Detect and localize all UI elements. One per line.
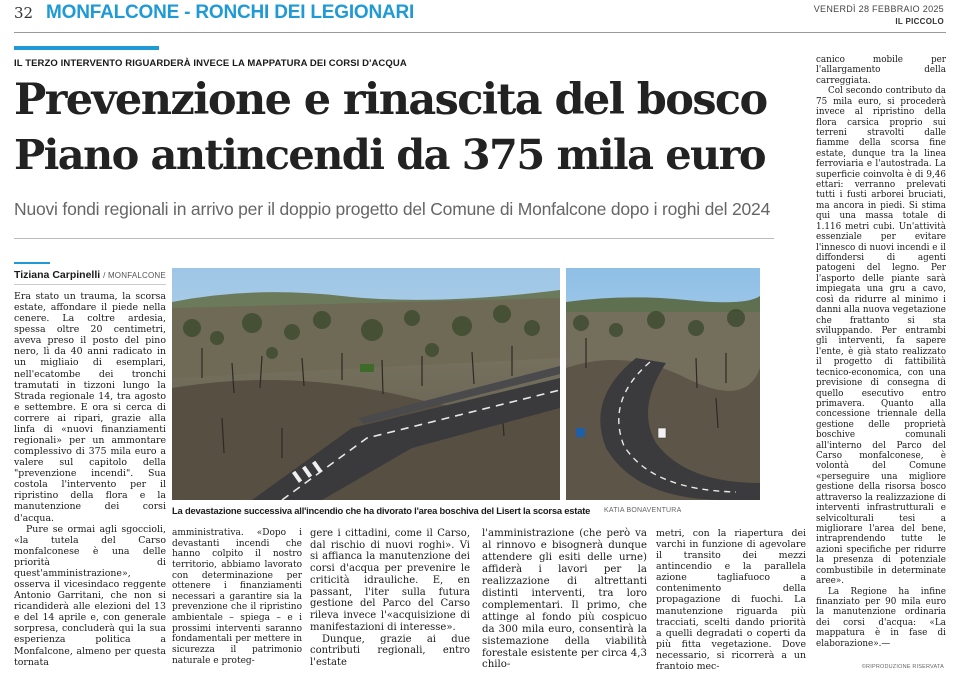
byline <box>14 269 166 281</box>
kicker-accent-bar <box>14 46 159 50</box>
body-column-1 <box>14 291 166 668</box>
issue-date: VENERDÌ 28 FEBBRAIO 2025 <box>813 4 944 14</box>
paragraph: amministrativa. «Dopo i devastanti incendi che hanno colpito il nostro territorio, abbiamo lavorato con determinazione per ottenere i finanziamenti necessari a garantire sia la prevenzione che il ripristino ambientale – spiega – e i prossimi interventi saranno fondamentali per mettere in sicurezza il patrimonio naturale e proteg- <box>172 528 302 666</box>
kicker: IL TERZO INTERVENTO RIGUARDERÀ INVECE LA MAPPATURA DEI CORSI D'ACQUA <box>14 58 407 69</box>
paragraph: Pure se ormai agli sgoccioli, «la tutela del Carso monfalconese è una delle priorità di quest'amministrazione», osserva il vicesindaco reggente Antonio Garritani, che non si ricandiderà alle elezioni del 13 e del 14 aprile e, con generale sorpresa, concluderà qui la sua esperienza politica a Monfalcone, almeno per questa tornata <box>14 523 166 668</box>
photo-credit: KATIA BONAVENTURA <box>604 507 682 514</box>
body-column-4 <box>482 528 647 671</box>
headline-line-1: Prevenzione e rinascita del bosco <box>14 75 767 125</box>
subheadline-divider <box>14 238 774 239</box>
paragraph: l'amministrazione (che però va al rinnovo e bisognerà dunque attendere gli esiti delle urne) affiderà i lavori per la realizzazione di altrettanti distinti interventi, tra loro complementari. Il primo, che attinge al fondo più cospicuo da 300 mila euro, consentirà la sistemazione della viabilità forestale esistente per circa 4,3 chilo- <box>482 528 647 671</box>
headline-line-2: Piano antincendi da 375 mila euro <box>14 130 765 179</box>
paragraph: metri, con la riapertura dei varchi in funzione di agevolare il transito dei mezzi antincendio e la parallela azione tagliafuoco a contenimento della propagazione di fuochi. La manutenzione riguarda più tracciati, scelti dando priorità a quelli degradati o coperti da più fitta vegetazione. Dove necessario, si ricorrerà a un frantoio mec- <box>656 528 806 672</box>
byline-accent-bar <box>14 262 50 264</box>
author-name: Tiziana Carpinelli <box>14 269 101 281</box>
body-column-5 <box>656 528 806 672</box>
newspaper-name: IL PICCOLO <box>895 17 944 26</box>
photo-caption: La devastazione successiva all'incendio che ha divorato l'area boschiva del Lisert la scorsa estate <box>172 505 591 516</box>
body-column-6 <box>816 55 946 649</box>
page-number: 32 <box>14 4 34 22</box>
copyright-notice: ©RIPRODUZIONE RISERVATA <box>861 664 944 670</box>
dateline-location: / MONFALCONE <box>103 271 166 280</box>
photo-burnt-road-curve <box>566 268 760 500</box>
paragraph: Col secondo contributo da 75 mila euro, si procederà invece al ripristino della flora carsica proprio sui terreni stravolti dalle fiamme della scorsa fine estate, dunque tra la linea ferroviaria e l'autostrada. La superficie coinvolta è di 9,46 ettari: verranno prelevati tutti i fusti arborei bruciati, ma ancora in piedi. Si stima qui una massa totale di 1.116 metri cubi. Un'attività essenziale per evitare l'innesco di nuovi incendi e il diffondersi di agenti patogeni del legno. Per l'asporto delle piante sarà impiegata una gru a cavo, così da ridurre al minimo i danni alla nuova vegetazione che frattanto si sta sviluppando. Per entrambi gli interventi, fa sapere l'ente, è già stato realizzato il progetto di fattibilità tecnico-economica, con una previsione di consegna di quello esecutivo entro primavera. Quanto alla concessione triennale della gestione delle proprietà boschive comunali all'interno del Parco del Carso monfalconese, è volontà del Comune «perseguire una migliore gestione della risorsa bosco attraverso la realizzazione di interventi infrastrutturali e selvicolturali tesi a migliorare l'area del bene, intraprendendo tutte le azioni specifiche per ridurre la presenza di potenziale combustibile in determinate aree». <box>816 86 946 587</box>
paragraph: Dunque, grazie ai due contributi regionali, entro l'estate <box>310 633 470 669</box>
byline-divider <box>14 284 166 285</box>
paragraph: La Regione ha infine finanziato per 90 mila euro la manutenzione ordinaria dei corsi d'acqua: «La mappatura è in fase di elaborazione».— <box>816 586 946 649</box>
paragraph: Era stato un trauma, la scorsa estate, affondare il piede nella cenere. La coltre ardesia, spessa oltre 20 centimetri, aveva preso il posto del pino nero, lì da 40 anni radicato in un migliaio di esemplari, nell'ecatombe dei tronchi tramutati in tizzoni lungo la Strada regionale 14, tra agosto e settembre. E ora si cerca di correre ai ripari, grazie alla linfa di «nuovi finanziamenti regionali» per un ammontare complessivo di 375 mila euro a valere sul capitolo della "prevenzione incendi". Sua costola l'intervento per il ripristino della flora e la manutenzione dei corsi d'acqua. <box>14 291 166 524</box>
subheadline: Nuovi fondi regionali in arrivo per il doppio progetto del Comune di Monfalcone dopo i roghi del 2024 <box>14 199 771 219</box>
body-column-2 <box>172 528 302 666</box>
photo-burnt-forest-road <box>172 268 560 500</box>
header-divider <box>14 32 946 33</box>
paragraph: canico mobile per l'allargamento della carreggiata. <box>816 55 946 86</box>
section-title: MONFALCONE - RONCHI DEI LEGIONARI <box>46 2 415 23</box>
paragraph: gere i cittadini, come il Carso, dal rischio di nuovi roghi». Vi si affianca la manutenzione dei corsi d'acqua per prevenire le criticità idrauliche. E, en passant, l'iter sulla futura gestione del Parco del Carso rileva invece l'«acquisizione di manifestazioni di interesse». <box>310 528 470 633</box>
body-column-3 <box>310 528 470 669</box>
